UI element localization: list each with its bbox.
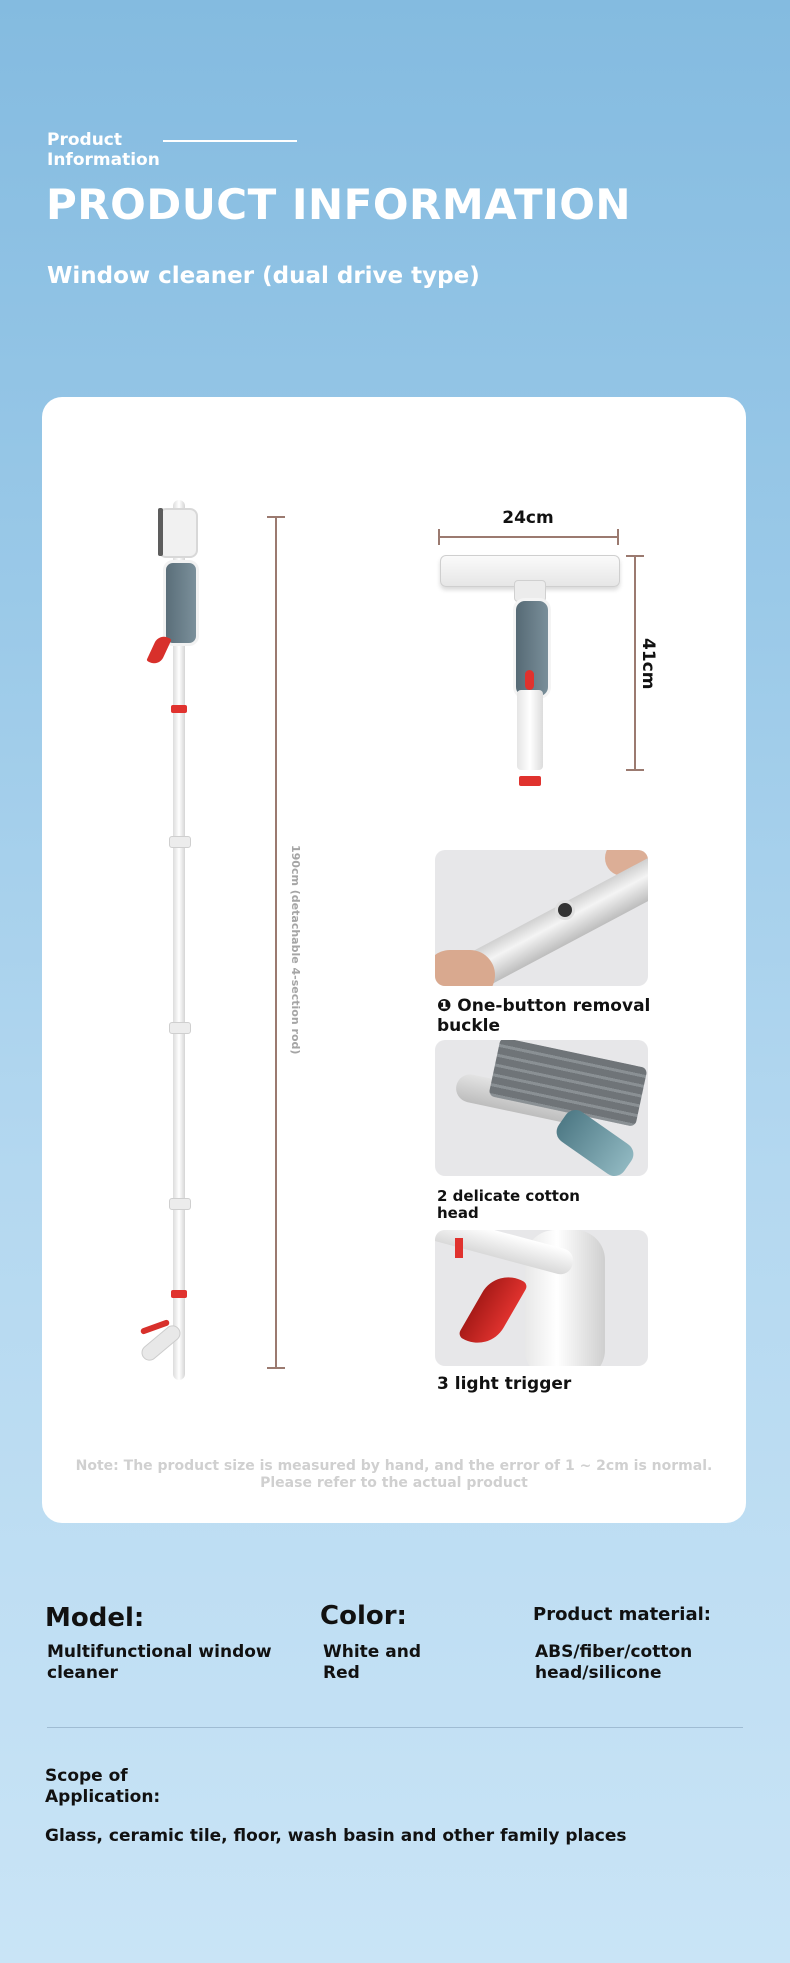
head-height-label: 41cm — [638, 638, 658, 690]
feature-caption-buckle: ❶ One-button removal buckle — [437, 996, 651, 1036]
head-width-cap — [438, 529, 440, 545]
material-value: ABS/fiber/cotton head/silicone — [535, 1642, 693, 1683]
pole-red-ring — [171, 705, 187, 713]
spec-divider — [47, 1727, 743, 1728]
model-value: Multifunctional window cleaner — [47, 1642, 272, 1683]
head-height-line — [634, 555, 636, 770]
feature-caption-cotton-head: 2 delicate cotton head — [437, 1187, 580, 1222]
feature-caption-trigger: 3 light trigger — [437, 1374, 572, 1394]
color-label: Color: — [320, 1601, 407, 1631]
product-subtitle: Window cleaner (dual drive type) — [47, 263, 480, 289]
feature-photo-buckle — [435, 850, 648, 986]
head-height-cap — [626, 555, 644, 557]
head-width-line — [438, 536, 618, 538]
section-eyebrow: Product Information — [47, 130, 160, 170]
scope-label: Scope of Application: — [45, 1766, 161, 1807]
rod-dimension-cap — [267, 516, 285, 518]
page-title: PRODUCT INFORMATION — [46, 180, 632, 229]
pole-head-image — [158, 508, 198, 558]
pole-joint — [169, 836, 191, 848]
head-width-label: 24cm — [502, 508, 554, 528]
pole-red-ring — [171, 1290, 187, 1298]
red-ring-image — [455, 1238, 463, 1258]
material-label: Product material: — [533, 1604, 711, 1625]
head-height-cap — [626, 769, 644, 771]
feature-photo-cotton-head — [435, 1040, 648, 1176]
rod-length-label: 190cm (detachable 4-section rod) — [289, 845, 302, 1055]
rod-dimension-cap — [267, 1367, 285, 1369]
eyebrow-divider — [163, 140, 297, 142]
pole-head-blade — [158, 508, 163, 556]
pole-grip — [163, 560, 199, 646]
size-note: Note: The product size is measured by hand, and the error of 1 ~ 2cm is normal. Please refer to the actual product — [75, 1458, 713, 1491]
scope-value: Glass, ceramic tile, floor, wash basin and other family places — [45, 1826, 627, 1846]
buckle-button-image — [555, 900, 575, 920]
trigger-image — [457, 1266, 528, 1353]
pole-joint — [169, 1198, 191, 1210]
handle-red-trigger — [525, 670, 534, 690]
head-width-cap — [617, 529, 619, 545]
model-label: Model: — [45, 1603, 145, 1633]
hand-image — [435, 950, 495, 986]
feature-photo-trigger — [435, 1230, 648, 1366]
pole-joint — [169, 1022, 191, 1034]
rod-dimension-line — [275, 516, 277, 1368]
handle-end-cap — [519, 776, 541, 786]
handle-rod — [517, 690, 543, 770]
color-value: White and Red — [323, 1642, 421, 1683]
